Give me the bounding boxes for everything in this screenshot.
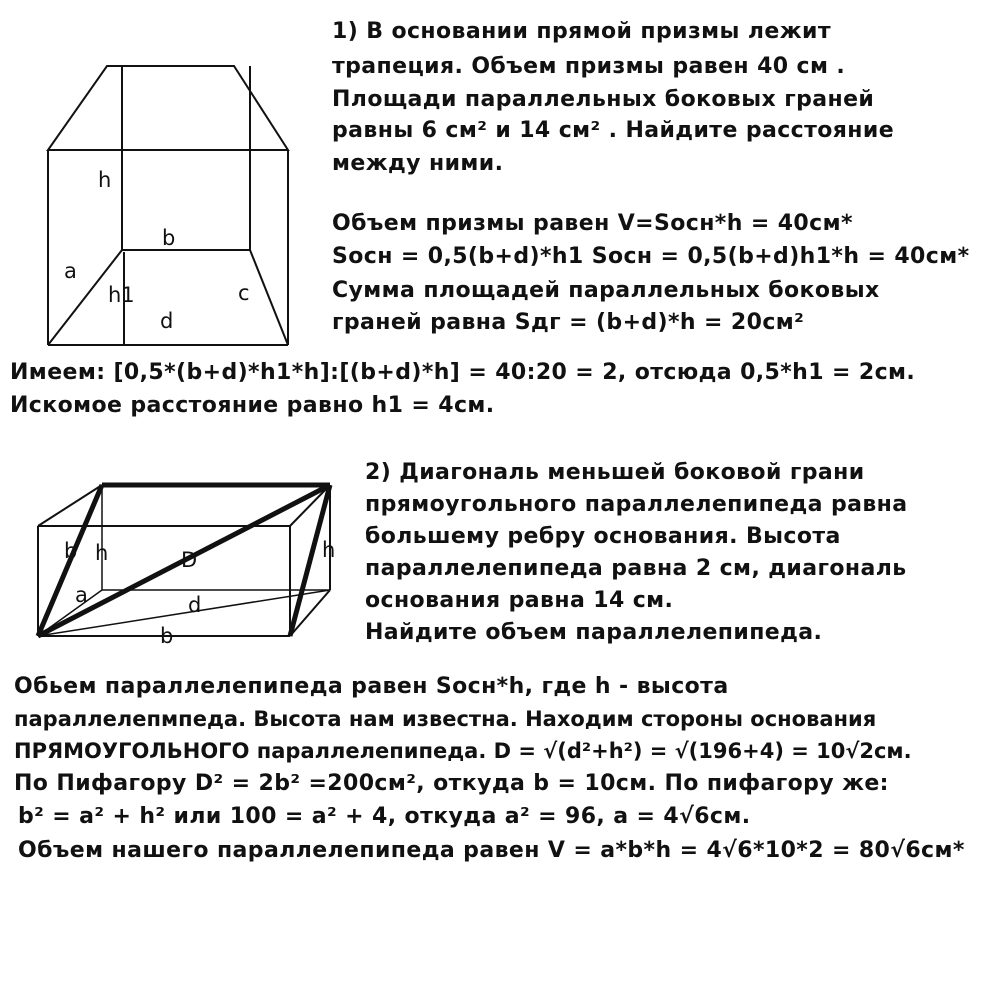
parallelepiped-figure bbox=[0, 460, 360, 660]
label-d: d bbox=[160, 309, 174, 333]
label-a: a bbox=[75, 583, 88, 607]
label-a: a bbox=[64, 259, 77, 283]
p1-result-line-1: Имеем: [0,5*(b+d)*h1*h]:[(b+d)*h] = 40:20 = 2, отсюда 0,5*h1 = 2см. bbox=[10, 360, 916, 385]
p2-solution-line-1: Обьем параллелепипеда равен Sосн*h, где h - высота bbox=[14, 674, 729, 699]
p2-statement-line-2: прямоугольного параллелепипеда равна bbox=[365, 492, 908, 517]
label-d: d bbox=[188, 593, 202, 617]
prism-top-base bbox=[48, 66, 288, 150]
p2-solution-line-2: параллелепмпеда. Высота нам известна. Находим стороны основания bbox=[14, 707, 877, 731]
p1-result-line-2: Искомое расстояние равно h1 = 4см. bbox=[10, 393, 495, 418]
label-c: c bbox=[238, 281, 250, 305]
p2-statement-line-5: основания равна 14 см. bbox=[365, 588, 674, 613]
p1-statement-line-2: трапеция. Объем призмы равен 40 см . bbox=[332, 54, 846, 79]
p1-statement-line-5: между ними. bbox=[332, 151, 504, 176]
p1-statement-line-4: равны 6 см² и 14 см² . Найдите расстояние bbox=[332, 118, 895, 143]
p1-statement-line-1: 1) В основании прямой призмы лежит bbox=[332, 19, 831, 44]
p1-solution-line-1: Объем призмы равен V=Sосн*h = 40см* bbox=[332, 211, 853, 236]
p2-statement-line-4: параллелепипеда равна 2 см, диагональ bbox=[365, 556, 907, 581]
p2-solution-line-3: ПРЯМОУГОЛЬНОГО параллелепипеда. D = √(d²+h²) = √(196+4) = 10√2см. bbox=[14, 739, 912, 763]
p2-statement-line-1: 2) Диагональ меньшей боковой грани bbox=[365, 460, 865, 485]
label-b-edge: b bbox=[64, 539, 78, 563]
p2-solution-line-5: b² = a² + h² или 100 = a² + 4, откуда a² = 96, a = 4√6см. bbox=[18, 804, 751, 829]
p1-statement-line-3: Площади параллельных боковых граней bbox=[332, 87, 875, 112]
label-D: D bbox=[181, 548, 198, 572]
p1-solution-line-2: Sосн = 0,5(b+d)*h1 Sосн = 0,5(b+d)h1*h = 40см* bbox=[332, 244, 970, 269]
prism-figure bbox=[0, 0, 320, 360]
label-h1: h1 bbox=[108, 283, 135, 307]
p2-solution-line-4: По Пифагору D² = 2b² =200см², откуда b = 10см. По пифагору же: bbox=[14, 771, 889, 796]
label-b-base: b bbox=[160, 624, 174, 648]
trapezoid-side-c bbox=[250, 250, 288, 345]
label-h: h bbox=[98, 168, 112, 192]
p2-solution-line-6: Объем нашего параллелепипеда равен V = a*b*h = 4√6*10*2 = 80√6см* bbox=[18, 838, 965, 863]
label-b: b bbox=[162, 226, 176, 250]
p1-solution-line-4: граней равна Sдг = (b+d)*h = 20см² bbox=[332, 310, 805, 335]
p2-statement-line-3: большему ребру основания. Высота bbox=[365, 524, 841, 549]
label-h-left: h bbox=[95, 541, 109, 565]
p1-solution-line-3: Сумма площадей параллельных боковых bbox=[332, 278, 880, 303]
label-h-right: h bbox=[322, 538, 336, 562]
p2-statement-line-6: Найдите объем параллелепипеда. bbox=[365, 620, 823, 645]
